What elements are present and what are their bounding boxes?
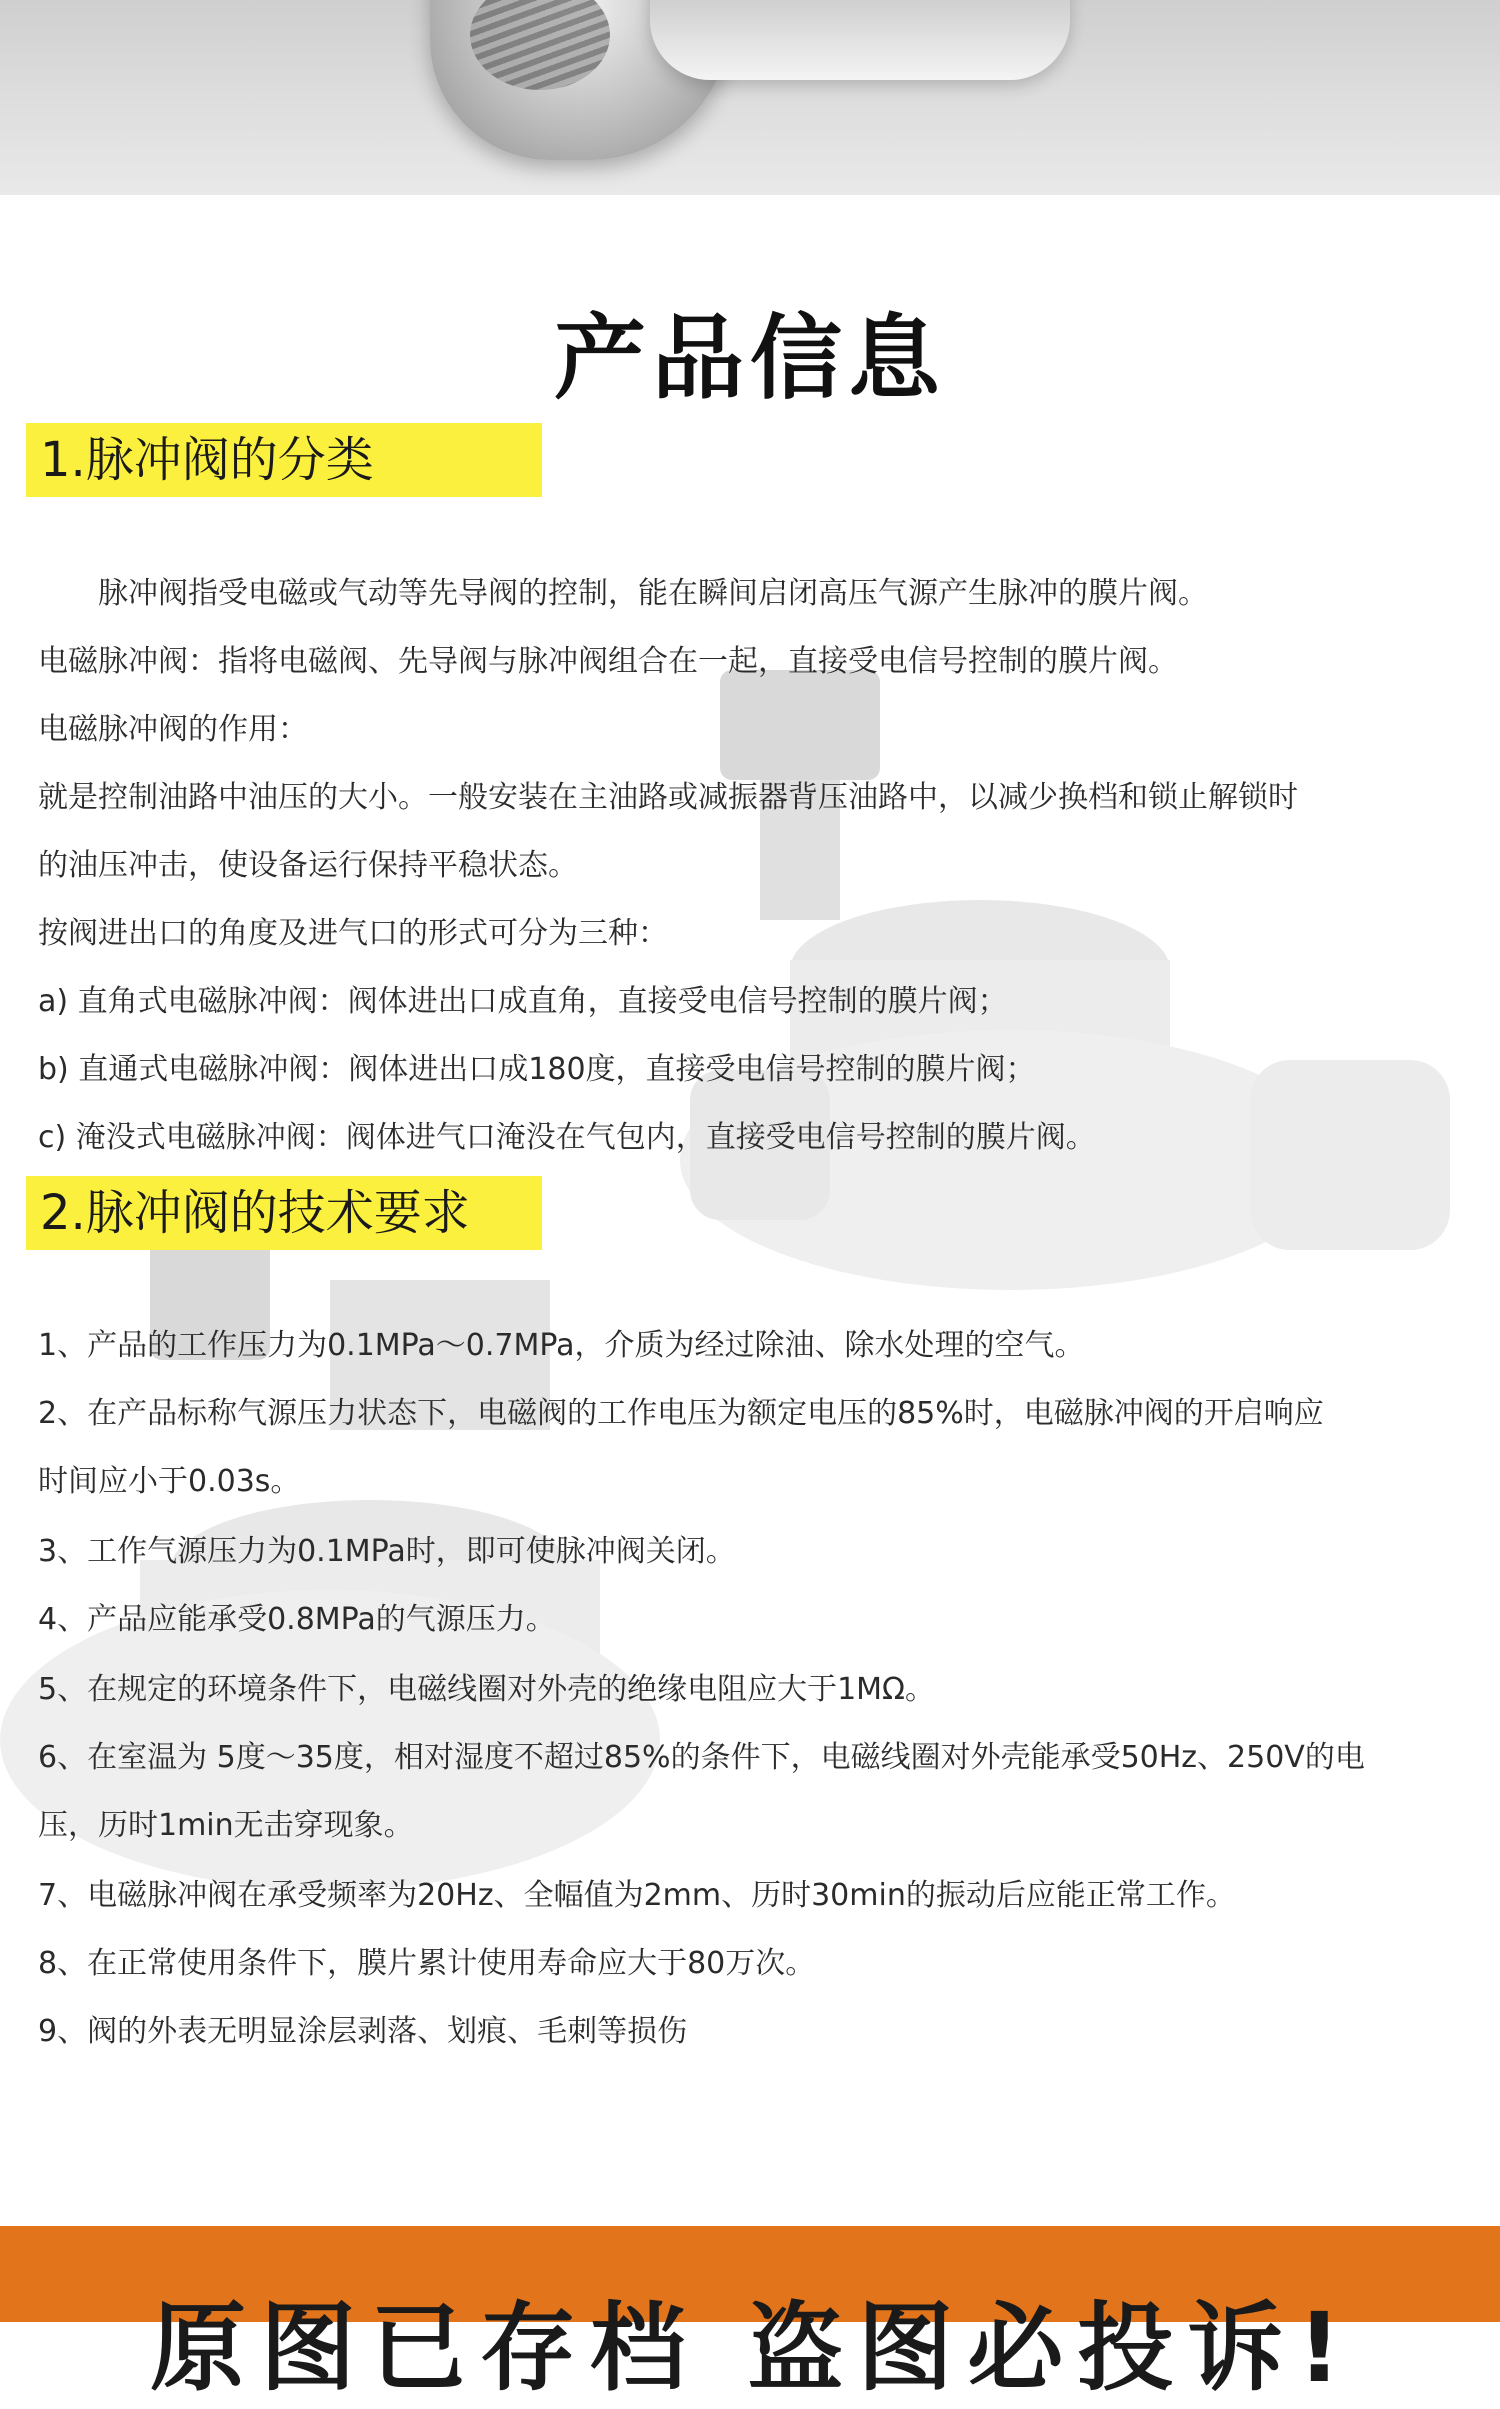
section-1-line: 按阀进出口的角度及进气口的形式可分为三种：: [38, 916, 668, 951]
section-1-line: 的油压冲击，使设备运行保持平稳状态。: [38, 848, 578, 883]
product-photo-top: [0, 0, 1500, 195]
section-1-label: 1.脉冲阀的分类: [26, 423, 542, 497]
section-1-line: c) 淹没式电磁脉冲阀：阀体进气口淹没在气包内，直接受电信号控制的膜片阀。: [38, 1120, 1096, 1155]
section-2-line: 2、在产品标称气源压力状态下，电磁阀的工作电压为额定电压的85%时，电磁脉冲阀的开启响应: [38, 1396, 1324, 1431]
section-2-line: 4、产品应能承受0.8MPa的气源压力。: [38, 1602, 556, 1637]
section-1-line: 脉冲阀指受电磁或气动等先导阀的控制，能在瞬间启闭高压气源产生脉冲的膜片阀。: [38, 576, 1208, 611]
valve-base-image: [650, 0, 1070, 80]
section-2-line: 9、阀的外表无明显涂层剥落、划痕、毛刺等损伤: [38, 2014, 688, 2049]
section-1-line: 就是控制油路中油压的大小。一般安装在主油路或减振器背压油路中，以减少换档和锁止解锁时: [38, 780, 1298, 815]
copyright-banner: [0, 2226, 1500, 2404]
section-2-line: 6、在室温为 5度～35度，相对湿度不超过85%的条件下，电磁线圈对外壳能承受50Hz、250V的电: [38, 1740, 1365, 1775]
section-2-label: 2.脉冲阀的技术要求: [26, 1176, 542, 1250]
section-2-line: 7、电磁脉冲阀在承受频率为20Hz、全幅值为2mm、历时30min的振动后应能正常工作。: [38, 1878, 1236, 1913]
section-1-line: 电磁脉冲阀的作用：: [38, 712, 308, 747]
section-2-line: 压，历时1min无击穿现象。: [38, 1808, 414, 1843]
section-2-line: 3、工作气源压力为0.1MPa时，即可使脉冲阀关闭。: [38, 1534, 736, 1569]
section-1-line: b) 直通式电磁脉冲阀：阀体进出口成180度，直接受电信号控制的膜片阀；: [38, 1052, 1036, 1087]
section-2-line: 时间应小于0.03s。: [38, 1464, 301, 1499]
page-title: 产品信息: [553, 305, 946, 412]
section-1-line: 电磁脉冲阀：指将电磁阀、先导阀与脉冲阀组合在一起，直接受电信号控制的膜片阀。: [38, 644, 1178, 679]
section-1-line: a) 直角式电磁脉冲阀：阀体进出口成直角，直接受电信号控制的膜片阀；: [38, 984, 1008, 1019]
section-2-line: 1、产品的工作压力为0.1MPa～0.7MPa，介质为经过除油、除水处理的空气。: [38, 1328, 1085, 1363]
section-2-line: 8、在正常使用条件下，膜片累计使用寿命应大于80万次。: [38, 1946, 816, 1981]
copyright-banner-text: 原图已存档 盗图必投诉!: [150, 2292, 1356, 2404]
section-2-line: 5、在规定的环境条件下，电磁线圈对外壳的绝缘电阻应大于1MΩ。: [38, 1672, 935, 1707]
